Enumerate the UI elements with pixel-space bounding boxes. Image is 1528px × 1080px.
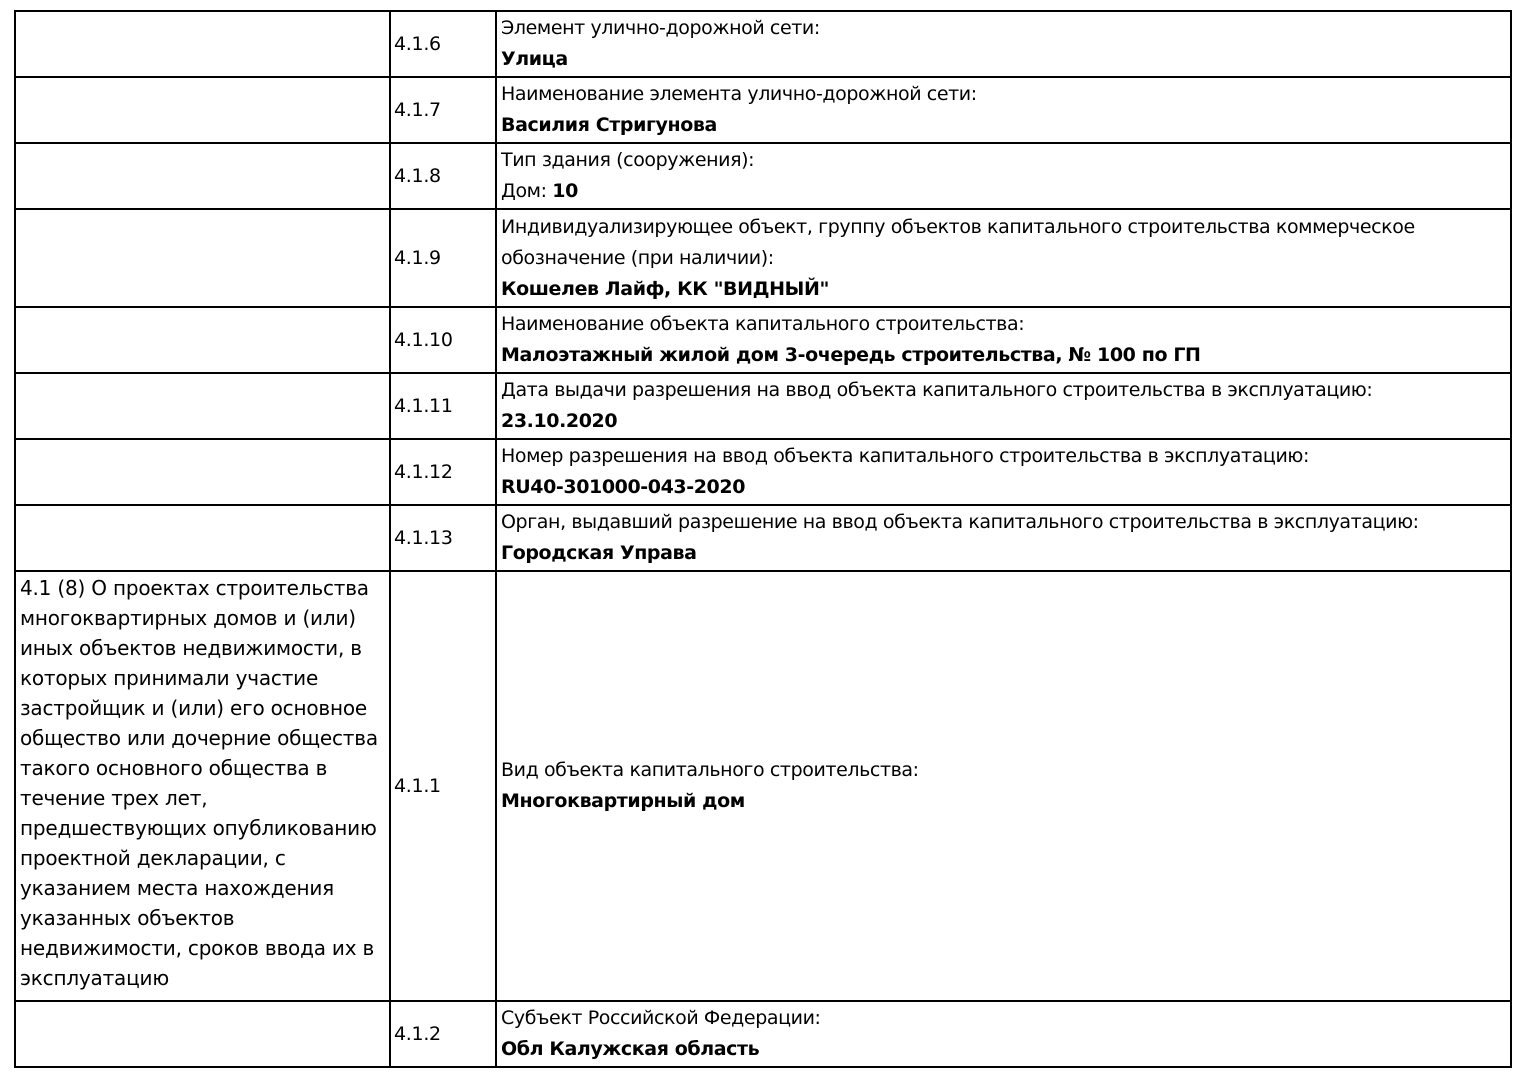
row-content <box>496 373 1511 439</box>
section-cell-empty <box>15 373 390 439</box>
row-code: 4.1.8 <box>390 143 496 209</box>
field-label: Наименование элемента улично-дорожной сети: <box>501 83 977 105</box>
field-value-text: Обл Калужская область <box>501 1038 760 1060</box>
table-row <box>15 1001 1511 1067</box>
row-code: 4.1.11 <box>390 373 496 439</box>
row-content <box>496 307 1511 373</box>
field-value <box>501 110 1505 141</box>
field-value-text: 10 <box>552 180 578 202</box>
field-value <box>501 274 1505 305</box>
field-value <box>501 786 1505 817</box>
field-value <box>501 406 1505 437</box>
field-value-text: Малоэтажный жилой дом 3-очередь строительства, № 100 по ГП <box>501 344 1201 366</box>
field-value <box>501 44 1505 75</box>
field-label: Вид объекта капитального строительства: <box>501 759 919 781</box>
table-row <box>15 77 1511 143</box>
row-content <box>496 1001 1511 1067</box>
field-value-text: RU40-301000-043-2020 <box>501 476 746 498</box>
field-label: Дата выдачи разрешения на ввод объекта капитального строительства в эксплуатацию: <box>501 379 1373 401</box>
field-value-text: Улица <box>501 48 568 70</box>
row-content <box>496 505 1511 571</box>
section-cell-empty <box>15 143 390 209</box>
field-label: Наименование объекта капитального строительства: <box>501 313 1025 335</box>
row-content <box>496 571 1511 1001</box>
field-value <box>501 176 1505 207</box>
table-row <box>15 143 1511 209</box>
section-cell-empty <box>15 77 390 143</box>
field-value-text: Городская Управа <box>501 542 697 564</box>
row-content <box>496 209 1511 307</box>
section-label-cell <box>15 571 390 1001</box>
table-row <box>15 373 1511 439</box>
row-content <box>496 143 1511 209</box>
field-value-text: Многоквартирный дом <box>501 790 745 812</box>
section-cell-empty <box>15 11 390 77</box>
row-code: 4.1.7 <box>390 77 496 143</box>
field-label: Субъект Российской Федерации: <box>501 1007 821 1029</box>
row-content <box>496 439 1511 505</box>
field-value <box>501 472 1505 503</box>
section-cell-empty <box>15 439 390 505</box>
field-label: Номер разрешения на ввод объекта капитального строительства в эксплуатацию: <box>501 445 1309 467</box>
table-row-section <box>15 571 1511 1001</box>
field-label: Орган, выдавший разрешение на ввод объекта капитального строительства в эксплуатацию: <box>501 511 1419 533</box>
declaration-table <box>14 10 1512 1068</box>
field-value-text: Василия Стригунова <box>501 114 717 136</box>
section-cell-empty <box>15 209 390 307</box>
row-code: 4.1.9 <box>390 209 496 307</box>
table-row <box>15 11 1511 77</box>
field-label: Индивидуализирующее объект, группу объектов капитального строительства коммерческое обозначение (при наличии): <box>501 215 1415 269</box>
field-value <box>501 1034 1505 1065</box>
field-label: Тип здания (сооружения): <box>501 149 755 171</box>
row-code: 4.1.10 <box>390 307 496 373</box>
section-cell-empty <box>15 1001 390 1067</box>
field-value-prefix: Дом: <box>501 180 553 202</box>
row-content <box>496 11 1511 77</box>
field-value-text: Кошелев Лайф, КК "ВИДНЫЙ" <box>501 277 829 300</box>
section-cell-empty <box>15 505 390 571</box>
table-row <box>15 505 1511 571</box>
table-row <box>15 209 1511 307</box>
table-row <box>15 307 1511 373</box>
field-value <box>501 538 1505 569</box>
table-row <box>15 439 1511 505</box>
row-code: 4.1.12 <box>390 439 496 505</box>
section-cell-empty <box>15 307 390 373</box>
row-content <box>496 77 1511 143</box>
field-label: Элемент улично-дорожной сети: <box>501 17 820 39</box>
field-value <box>501 340 1505 371</box>
row-code: 4.1.1 <box>390 571 496 1001</box>
row-code: 4.1.6 <box>390 11 496 77</box>
row-code: 4.1.13 <box>390 505 496 571</box>
field-value-text: 23.10.2020 <box>501 410 618 432</box>
row-code: 4.1.2 <box>390 1001 496 1067</box>
section-label: 4.1 (8) О проектах строительства многоквартирных домов и (или) иных объектов недвижимости, в которых принимали участие застройщик и (или) его основное общество или дочерние общества такого основного общества в течение трех лет, предшествующих опубликованию проектной декларации, с указанием места нахождения указанных объектов недвижимости, сроков ввода их в эксплуатацию <box>20 576 378 990</box>
